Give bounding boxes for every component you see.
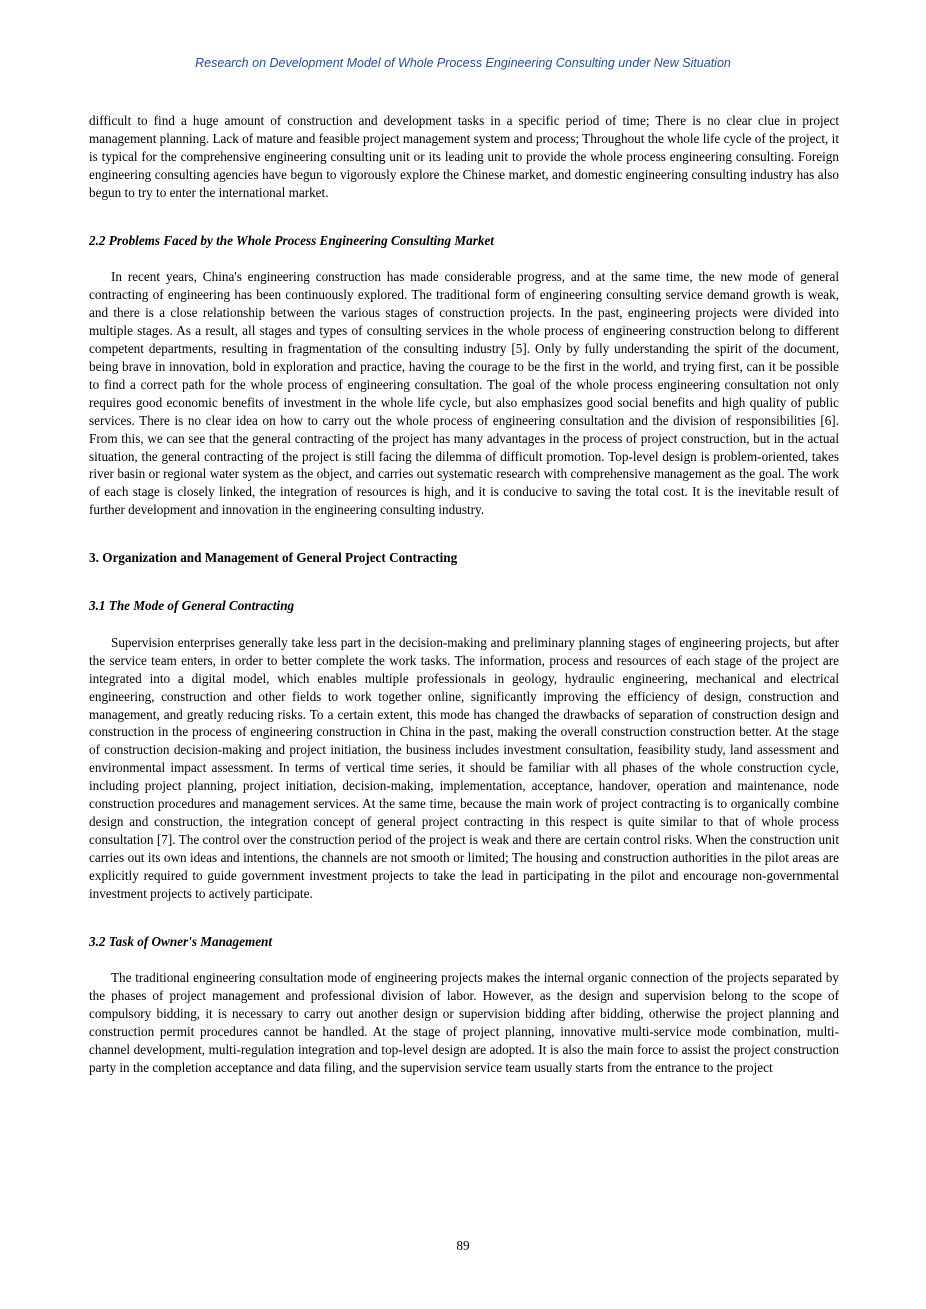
section-3-2-paragraph: The traditional engineering consultation mode of engineering projects makes the internal organic connection of the projects separated by the phases of project management and professional division of labor. However, as the design and supervision belong to the scope of compulsory bidding, it is necessary to carry out another design or supervision bidding after bidding, otherwise the project planning and construction permit procedures cannot be handled. At the stage of project planning, innovative multi-service mode combination, multi-channel development, multi-regulation integration and top-level design are adopted. It is also the main force to assist the project construction party in the completion acceptance and data filing, and the supervision service team usually starts from the entrance to the project — [89, 970, 839, 1075]
section-3-2-heading: 3.2 Task of Owner's Management — [89, 933, 273, 949]
paragraph-continuation: difficult to find a huge amount of construction and development tasks in a specific period of time; There is no clear clue in project management planning. Lack of mature and feasible project management system and process; Throughout the whole life cycle of the project, it is typical for the comprehensive engineering consulting unit or its leading unit to provide the whole process engineering consulting. Foreign engineering consulting agencies have begun to vigorously explore the Chinese market, and domestic engineering consulting industry has also begun to try to enter the international market. — [89, 113, 839, 200]
section-3-heading: 3. Organization and Management of General Project Contracting — [89, 550, 458, 566]
page-number: 89 — [456, 1238, 470, 1253]
section-2-2-paragraph: In recent years, China's engineering construction has made considerable progress, and at the same time, the new mode of general contracting of engineering has been continuously explored. The traditional form of engineering consulting service demand growth is weak, and there is a close relationship between the various stages of construction projects. In the past, engineering projects were divided into multiple stages. As a result, all stages and types of consulting services in the whole process of engineering construction belong to different competent departments, resulting in fragmentation of the consulting industry [5]. Only by fully understanding the spirit of the document, being brave in innovation, bold in exploration and practice, having the courage to be the first in the world, and trying first, can it be possible to find a correct path for the whole process of engineering consultation. The goal of the whole process engineering consultation not only requires good economic benefits of investment in the whole life cycle, but also emphasizes good social benefits and high quality of public services. There is no clear idea on how to carry out the whole process of engineering consultation and the division of responsibilities [6]. From this, we can see that the general contracting of the project has many advantages in the process of project construction, but in the actual situation, the general contracting of the project is still facing the dilemma of difficult promotion. Top-level design is problem-oriented, takes river basin or regional water system as the object, and carries out systematic research with comprehensive management as the goal. The work of each stage is closely linked, the integration of resources is high, and it is conducive to saving the total cost. It is the inevitable result of further development and innovation in the engineering consulting industry. — [89, 269, 839, 518]
running-header: Research on Development Model of Whole Process Engineering Consulting under New Situation — [195, 56, 731, 70]
section-3-1-heading: 3.1 The Mode of General Contracting — [89, 598, 295, 614]
main-content — [89, 112, 839, 1077]
section-2-2-heading: 2.2 Problems Faced by the Whole Process Engineering Consulting Market — [89, 232, 494, 248]
section-3-1-paragraph: Supervision enterprises generally take less part in the decision-making and preliminary planning stages of engineering projects, but after the service team enters, in order to better complete the work tasks. The information, process and resources of each stage of the project are integrated into a digital model, which enables multiple professionals in geology, hydraulic engineering, mechanical and electrical engineering, construction and other fields to work together online, significantly improving the efficiency of design, construction and management, and greatly reducing risks. To a certain extent, this mode has changed the drawbacks of separation of construction design and construction in the process of engineering construction in China in the past, making the overall construction construction better. At the stage of construction decision-making and project initiation, the business includes investment consultation, feasibility study, land assessment and environmental impact assessment. In terms of vertical time series, it should be familiar with all phases of the whole construction cycle, including project planning, project initiation, decision-making, implementation, acceptance, handover, operation and maintenance, node construction procedures and management services. At the same time, because the main work of project contracting is to organically combine design and construction, the integration concept of general project contracting in this respect is quite similar to that of whole process consultation [7]. The control over the construction period of the project is weak and there are certain control risks. When the construction unit carries out its own ideas and intentions, the channels are not smooth or limited; The housing and construction authorities in the pilot areas are explicitly required to guide government investment projects to take the lead in participating in the pilot and encourage non-governmental investment projects to actively participate. — [89, 634, 839, 901]
